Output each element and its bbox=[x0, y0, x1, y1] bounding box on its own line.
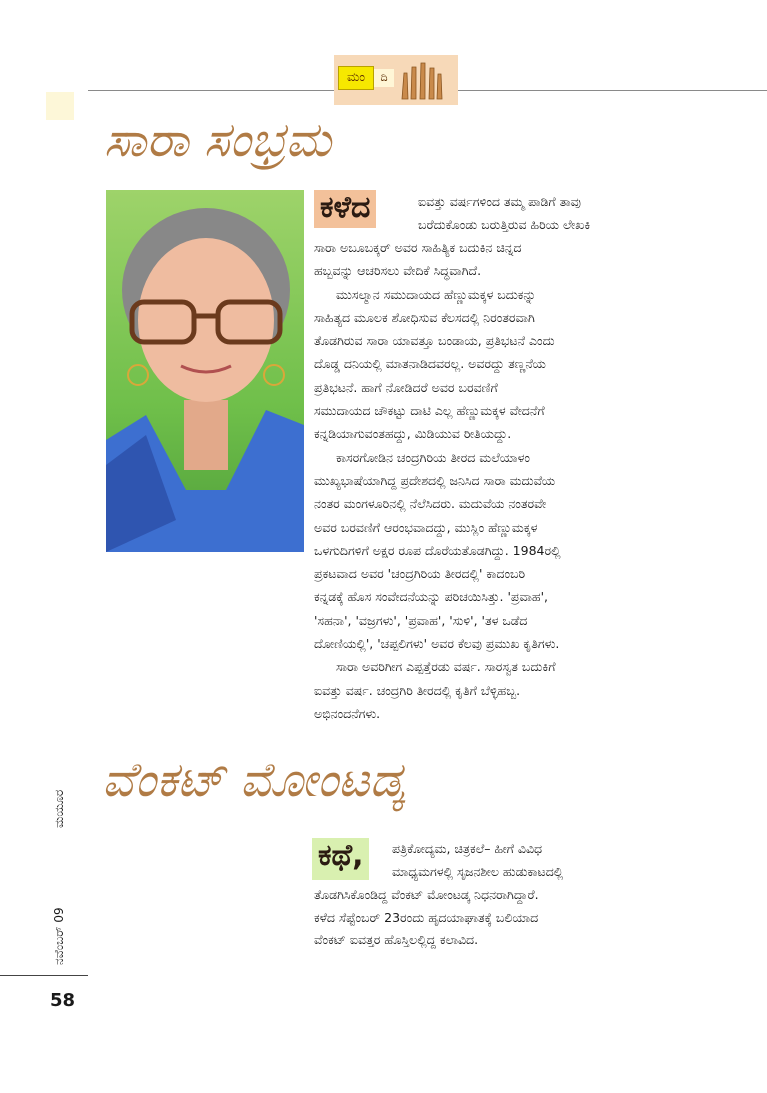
text-line: ಪ್ರಕಟವಾದ ಅವರ 'ಚಂದ್ರಗಿರಿಯ ತೀರದಲ್ಲಿ' ಕಾದಂಬರಿ bbox=[314, 566, 526, 582]
text-line: ಕಳೆದ ಸೆಪ್ಟೆಂಬರ್ 23ರಂದು ಹೃದಯಾಘಾತಕ್ಕೆ ಬಲಿಯಾದ bbox=[314, 909, 539, 925]
raised-hands-icon bbox=[398, 59, 444, 101]
footer-rule bbox=[0, 975, 88, 976]
text-line: ಹಬ್ಬವನ್ನು ಆಚರಿಸಲು ವೇದಿಕೆ ಸಿದ್ಧವಾಗಿದೆ. bbox=[314, 263, 482, 279]
text-line: ಬರೆದುಕೊಂಡು ಬರುತ್ತಿರುವ ಹಿರಿಯ ಲೇಖಕಿ bbox=[418, 217, 591, 233]
article2-intro bbox=[392, 838, 563, 883]
text-line: ಸಾರಾ ಅಬೂಬಕ್ಕರ್ ಅವರ ಸಾಹಿತ್ಯಿಕ ಬದುಕಿನ ಚಿನ್ನದ bbox=[314, 240, 522, 255]
text-line: ಕನ್ನಡಿಯಾಗುವಂತಹದ್ದು, ಮಿಡಿಯುವ ರೀತಿಯದ್ದು. bbox=[314, 426, 512, 442]
section-tag-main: ಮಂ bbox=[338, 66, 374, 90]
text-line: ಸಾರಾ ಅವರಿಗೀಗ ಎಪ್ಪತ್ತೆರಡು ವರ್ಷ. ಸಾರಸ್ವತ ಬದುಕಿಗೆ bbox=[336, 659, 556, 675]
author-portrait bbox=[106, 190, 304, 552]
text-line: ಅಭಿನಂದನೆಗಳು. bbox=[314, 705, 381, 721]
issue-date: ನವೆಂಬರ್ 09 bbox=[52, 907, 66, 965]
article1-intro bbox=[418, 190, 590, 237]
section-tag-sub: ದಿ bbox=[374, 69, 394, 87]
text-line: ಐವತ್ತು ವರ್ಷ. ಚಂದ್ರಗಿರಿ ತೀರದಲ್ಲಿ ಕೃತಿಗೆ ಬೆಳ್ಳಿಹಬ್ಬ. bbox=[314, 682, 521, 698]
text-line: ಕಾಸರಗೋಡಿನ ಚಂದ್ರಗಿರಿಯ ತೀರದ ಮಲೆಯಾಳಂ bbox=[336, 449, 530, 465]
article1-dropcap: ಕಳೆದ bbox=[314, 190, 376, 228]
text-line: ಮಾಧ್ಯಮಗಳಲ್ಲಿ ಸೃಜನಶೀಲ ಹುಡುಕಾಟದಲ್ಲಿ bbox=[392, 863, 564, 879]
text-line: ಅವರ ಬರವಣಿಗೆ ಆರಂಭವಾದದ್ದು, ಮುಸ್ಲಿಂ ಹೆಣ್ಣುಮಕ್ಕಳ bbox=[314, 519, 538, 535]
article2-body bbox=[314, 884, 539, 952]
article2-title: ವೆಂಕಟ್ ಮೋಂಟಡ್ಕ bbox=[102, 752, 405, 808]
text-line: ಕನ್ನಡಕ್ಕೆ ಹೊಸ ಸಂವೇದನೆಯನ್ನು ಪರಿಚಯಿಸಿತ್ತು. 'ಪ್ರವಾಹ', bbox=[314, 589, 548, 605]
text-line: ದೋಣಿಯಲ್ಲಿ', 'ಚಪ್ಪಲಿಗಳು' ಅವರ ಕೆಲವು ಪ್ರಮುಖ ಕೃತಿಗಳು. bbox=[314, 636, 560, 652]
text-line: ಮುಖ್ಯಭಾಷೆಯಾಗಿದ್ದ ಪ್ರದೇಶದಲ್ಲಿ ಜನಿಸಿದ ಸಾರಾ ಮದುವೆಯ bbox=[314, 472, 556, 488]
article1-body bbox=[314, 236, 561, 725]
text-line: ಐವತ್ತು ವರ್ಷಗಳಿಂದ ತಮ್ಮ ಪಾಡಿಗೆ ತಾವು bbox=[418, 194, 581, 209]
text-line: ತೊಡಗಿರುವ ಸಾರಾ ಯಾವತ್ತೂ ಬಂಡಾಯ, ಪ್ರತಿಭಟನೆ ಎಂದು bbox=[314, 333, 555, 349]
decorative-square bbox=[46, 92, 74, 120]
text-line: ಒಳಗುದಿಗಳಿಗೆ ಅಕ್ಷರ ರೂಪ ದೊರೆಯತೊಡಗಿದ್ದು. 1984ರಲ್ಲಿ bbox=[314, 542, 561, 558]
article1-title: ಸಾರಾ ಸಂಭ್ರಮ bbox=[104, 112, 332, 168]
magazine-name: ಮಯೂರ bbox=[52, 790, 66, 829]
text-line: ಪ್ರತಿಭಟನೆ. ಹಾಗೆ ನೋಡಿದರೆ ಅವರ ಬರವಣಿಗೆ bbox=[314, 379, 498, 395]
magazine-sidebar bbox=[44, 790, 74, 965]
text-line: ನಂತರ ಮಂಗಳೂರಿನಲ್ಲಿ ನೆಲೆಸಿದರು. ಮದುವೆಯ ನಂತರವೇ bbox=[314, 496, 547, 512]
text-line: ಸಾಹಿತ್ಯದ ಮೂಲಕ ಶೋಧಿಸುವ ಕೆಲಸದಲ್ಲಿ ನಿರಂತರವಾಗಿ bbox=[314, 309, 535, 325]
text-line: ವೆಂಕಟ್ ಐವತ್ತರ ಹೊಸ್ತಿಲಲ್ಲಿದ್ದ ಕಲಾವಿದ. bbox=[314, 932, 479, 948]
section-logo bbox=[334, 55, 458, 105]
text-line: 'ಸಹನಾ', 'ವಜ್ರಗಳು', 'ಪ್ರವಾಹ', 'ಸುಳಿ', 'ತಳ ಒಡೆದ bbox=[314, 612, 528, 628]
text-line: ಸಮುದಾಯದ ಚೌಕಟ್ಟು ದಾಟಿ ಎಲ್ಲ ಹೆಣ್ಣುಮಕ್ಕಳ ವೇದನೆಗೆ bbox=[314, 403, 545, 419]
text-line: ತೊಡಗಿಸಿಕೊಂಡಿದ್ದ ವೆಂಕಟ್ ಮೋಂಟಡ್ಕ ನಿಧನರಾಗಿದ್ದಾರೆ. bbox=[314, 887, 539, 902]
article2-dropcap: ಕಥೆ, bbox=[312, 838, 369, 880]
text-line: ಮುಸಲ್ಮಾನ ಸಮುದಾಯದ ಹೆಣ್ಣುಮಕ್ಕಳ ಬದುಕನ್ನು bbox=[336, 286, 537, 302]
page-number: 58 bbox=[50, 990, 76, 1011]
text-line: ಪತ್ರಿಕೋದ್ಯಮ, ಚಿತ್ರಕಲೆ– ಹೀಗೆ ವಿವಿಧ bbox=[392, 841, 543, 856]
text-line: ದೊಡ್ಡ ದನಿಯಲ್ಲಿ ಮಾತನಾಡಿದವರಲ್ಲ. ಅವರದ್ದು ತಣ್ಣನೆಯ bbox=[314, 356, 546, 372]
